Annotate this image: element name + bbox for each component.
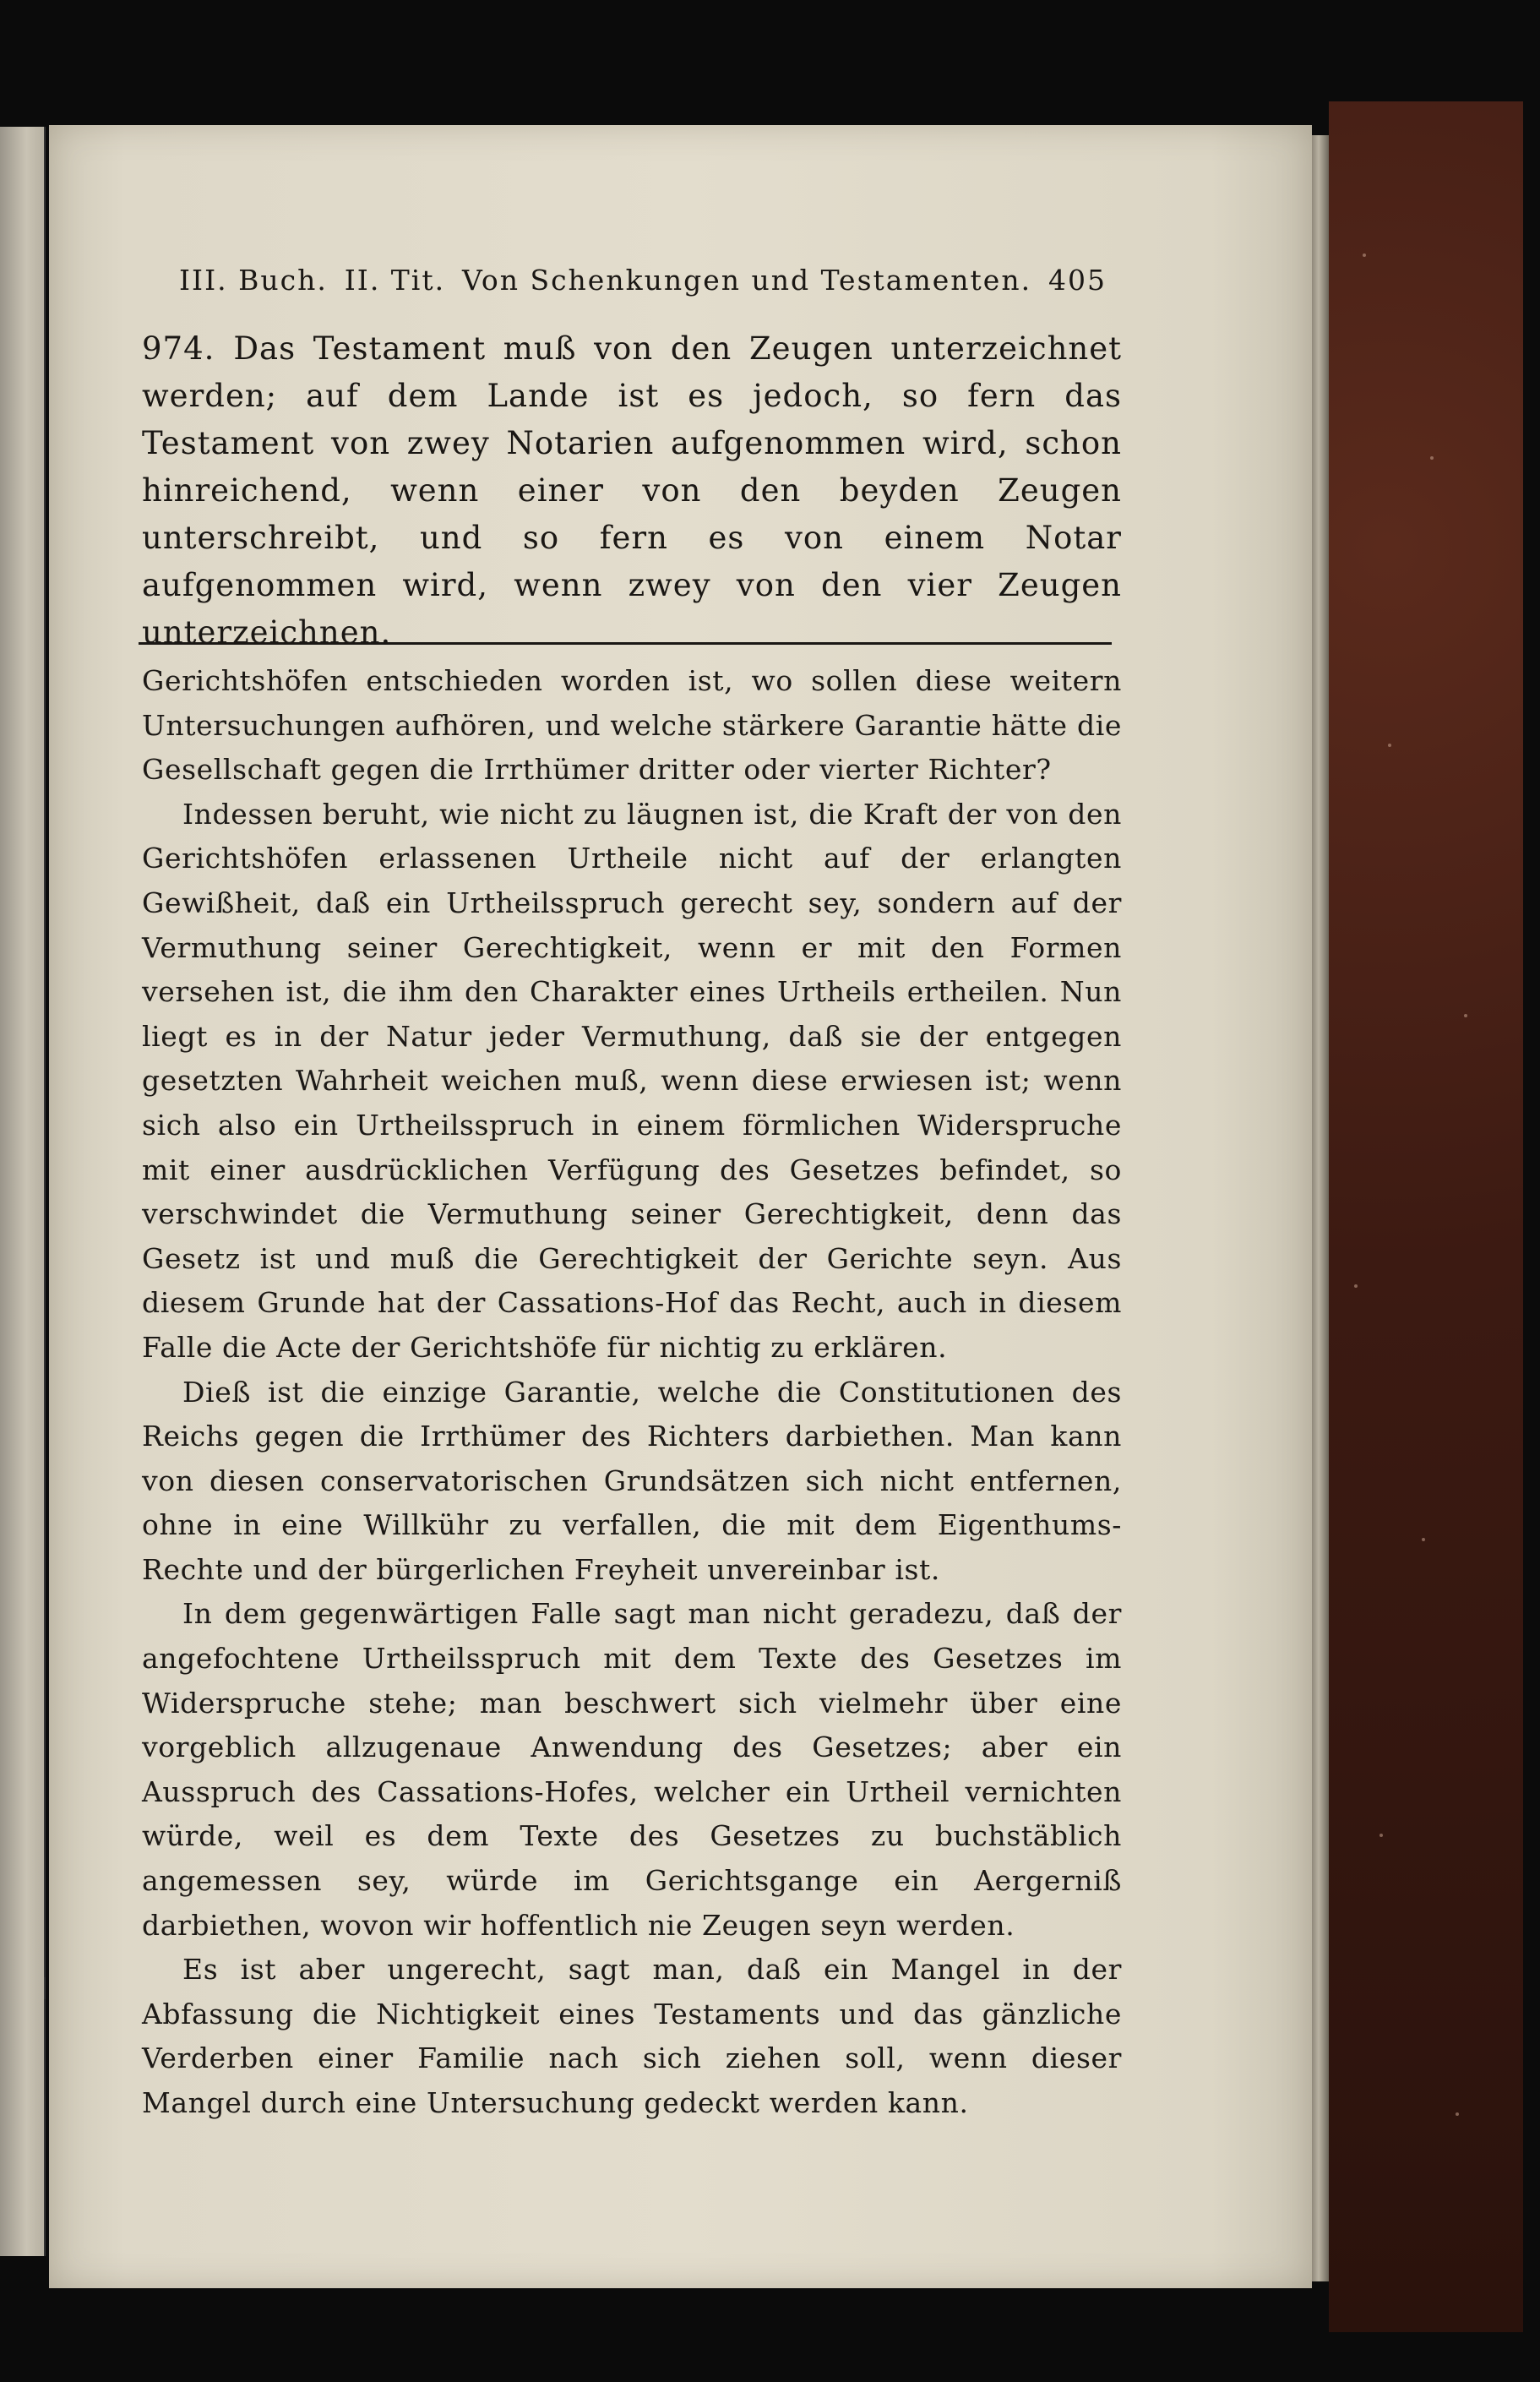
cover-speck (1464, 1014, 1467, 1017)
main-text (142, 659, 1122, 2126)
page-marker (44, 1977, 46, 1999)
cover-speck (1456, 2112, 1459, 2116)
header-title-number: II. Tit. (344, 264, 446, 297)
section-text: Das Testament muß von den Zeugen unterzeichnet werden; auf dem Lande ist es jedoch, so fern das Testament von zwey Notarien aufgenommen wird, schon hinreichend, wenn einer von den beyden Zeugen unterschreibt, und so fern es von einem Notar aufgenommen wird, wenn zwey von den vier Zeugen unterzeichnen. (142, 330, 1122, 651)
paragraph: Gerichtshöfen entschieden worden ist, wo sollen diese weitern Untersuchungen aufhören, und welche stärkere Garantie hätte die Gesellschaft gegen die Irrthümer dritter oder vierter Richter? (142, 664, 1122, 787)
paragraph: In dem gegenwärtigen Falle sagt man nicht geradezu, daß der angefochtene Urtheilsspruch mit dem Texte des Gesetzes im Widerspruche stehe; man beschwert sich vielmehr über eine vorgeblich allzugenaue Anwendung des Gesetzes; aber ein Ausspruch des Cassations-Hofes, welcher ein Urtheil vernichten würde, weil es dem Texte des Gesetzes zu buchstäblich angemessen sey, würde im Gerichtsgange ein Aergerniß darbiethen, wovon wir hoffentlich nie Zeugen seyn werden. (142, 1597, 1122, 1942)
section-974 (142, 325, 1122, 657)
left-page-edge (0, 127, 46, 2256)
header-title: Von Schenkungen und Testamenten. (462, 264, 1032, 297)
cover-speck (1430, 456, 1434, 460)
cover-speck (1379, 1834, 1383, 1837)
page-number: 405 (1048, 264, 1107, 297)
cover-speck (1363, 253, 1366, 257)
page-stack-edge (1312, 135, 1329, 2281)
cover-speck (1354, 1284, 1358, 1288)
section-divider (139, 642, 1112, 645)
header-book: III. Buch. (179, 264, 328, 297)
book-cover (1329, 101, 1523, 2332)
section-number: 974. (142, 330, 215, 367)
cover-speck (1422, 1538, 1425, 1541)
cover-speck (1388, 744, 1391, 747)
paragraph: Es ist aber ungerecht, sagt man, daß ein Mangel in der Abfassung die Nichtigkeit eines Testaments und das gänzliche Verderben einer Familie nach sich ziehen soll, wenn dieser Mangel durch eine Untersuchung gedeckt werden kann. (142, 1953, 1122, 2119)
paragraph: Dieß ist die einzige Garantie, welche die Constitutionen des Reichs gegen die Irrthümer des Richters darbiethen. Man kann von diesen conservatorischen Grundsätzen sich nicht entfernen, ohne in eine Willkühr zu verfallen, die mit dem Eigenthums-Rechte und der bürgerlichen Freyheit unvereinbar ist. (142, 1375, 1122, 1586)
running-header (179, 264, 1107, 297)
paragraph: Indessen beruht, wie nicht zu läugnen ist, die Kraft der von den Gerichtshöfen erlassenen Urtheile nicht auf der erlangten Gewißheit, daß ein Urtheilsspruch gerecht sey, sondern auf der Vermuthung seiner Gerechtigkeit, wenn er mit den Formen versehen ist, die ihm den Charakter eines Urtheils ertheilen. Nun liegt es in der Natur jeder Vermuthung, daß sie der entgegen gesetzten Wahrheit weichen muß, wenn diese erwiesen ist; wenn sich also ein Urtheilsspruch in einem förmlichen Widerspruche mit einer ausdrücklichen Verfügung des Gesetzes befindet, so verschwindet die Vermuthung seiner Gerechtigkeit, denn das Gesetz ist und muß die Gerechtigkeit der Gerichte seyn. Aus diesem Grunde hat der Cassations-Hof das Recht, auch in diesem Falle die Acte der Gerichtshöfe für nichtig zu erklären. (142, 797, 1122, 1364)
